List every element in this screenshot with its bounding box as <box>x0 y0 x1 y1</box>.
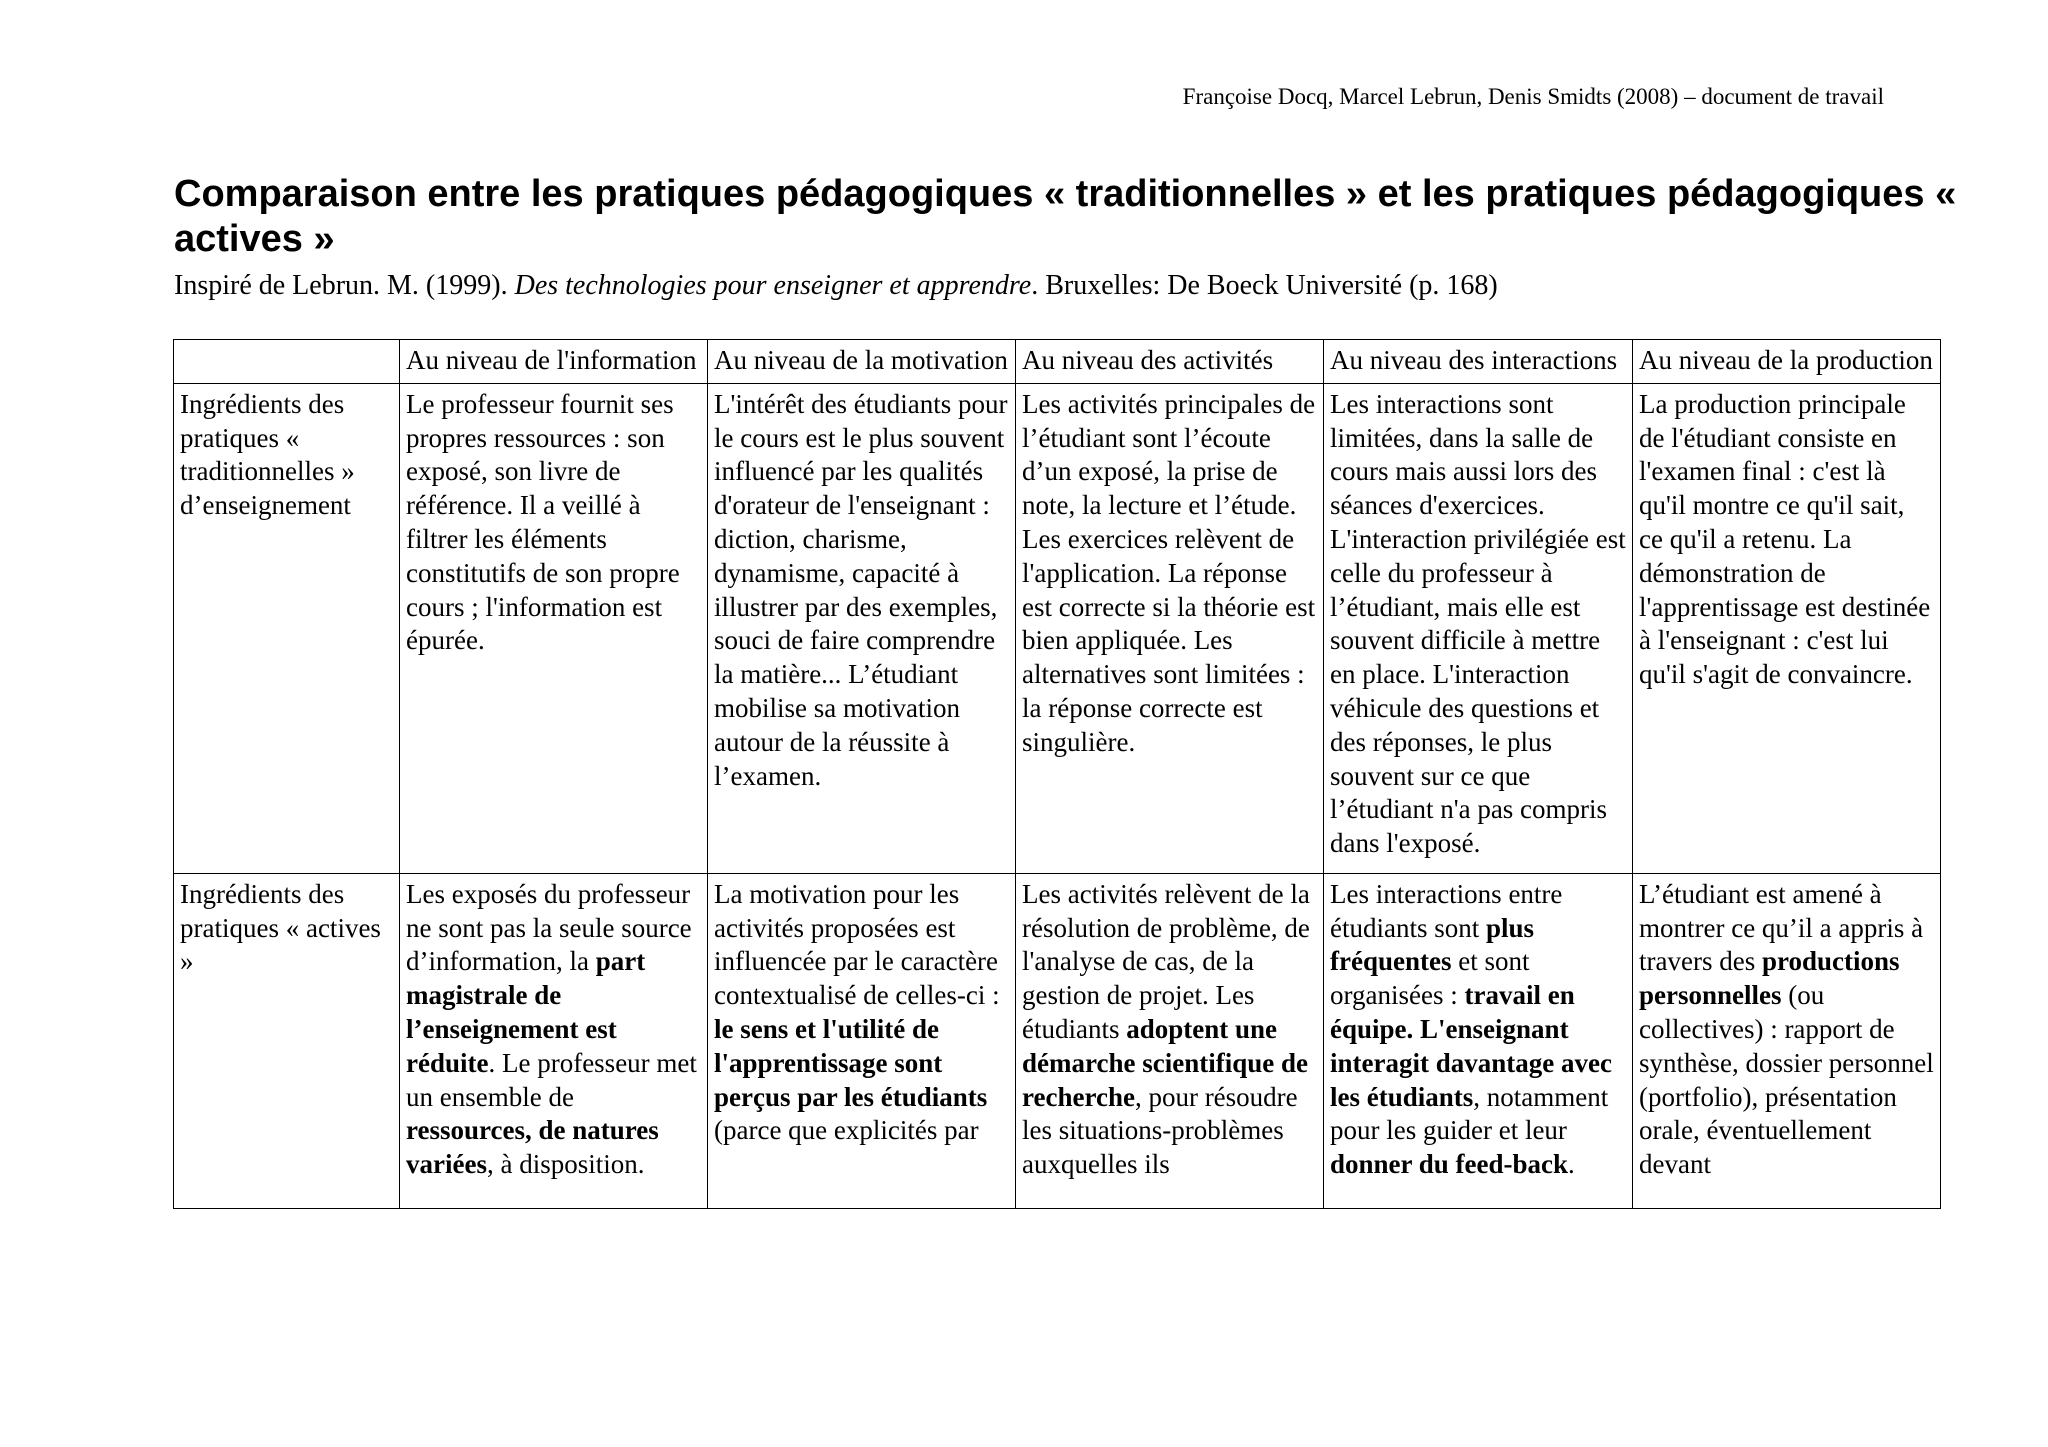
text-run: , pour résoudre les situations-problèmes auxquelles ils <box>1022 1081 1298 1180</box>
page-title: Comparaison entre les pratiques pédagogiques « traditionnelles » et les pratiques pédagogiques « actives » <box>174 173 1957 260</box>
bold-text: part magistrale de l’enseignement est réduite <box>406 946 646 1078</box>
text-run: La production principale de l'étudiant consiste en l'examen final : c'est là qu'il montre ce qu'il sait, ce qu'il a retenu. La démonstration de l'apprentissage est destinée à l'enseignant : c'est lui qu'il s'agit de convaincre. <box>1639 388 1931 690</box>
table-row-traditional <box>174 383 1941 873</box>
row-label-traditional: Ingrédients des pratiques « traditionnelles » d’enseignement <box>174 383 400 873</box>
subtitle-book-title: Des technologies pour enseigner et apprendre <box>514 270 1032 301</box>
text-run: L’étudiant est amené à montrer ce qu’il a appris à travers des <box>1639 878 1924 977</box>
header-cell-activities: Au niveau des activités <box>1016 340 1324 384</box>
document-header: Françoise Docq, Marcel Lebrun, Denis Smidts (2008) – document de travail <box>1182 84 1884 109</box>
text-run: Les exposés du professeur ne sont pas la seule source d’information, la <box>406 878 692 977</box>
text-run: . <box>1568 1149 1575 1180</box>
subtitle-prefix: Inspiré de Lebrun. M. (1999). <box>174 270 515 301</box>
text-run: (parce que explicités par <box>714 1115 979 1146</box>
text-run: et sont organisées : <box>1330 946 1530 1011</box>
text-run: La motivation pour les activités proposées est influencée par le caractère contextualisé de celles-ci : <box>714 878 1000 1011</box>
header-cell-motivation: Au niveau de la motivation <box>708 340 1016 384</box>
bold-text: plus fréquentes <box>1330 912 1535 977</box>
bold-text: le sens et l'utilité de l'apprentissage sont perçus par les étudiants <box>714 1013 988 1112</box>
text-run: Les activités principales de l’étudiant sont l’écoute d’un exposé, la prise de note, la lecture et l’étude. Les exercices relèvent de l'application. La réponse est correcte si la théorie est bien appliquée. Les alternatives sont limitées : la réponse correcte est singulière. <box>1022 388 1316 757</box>
text-run: Les interactions entre étudiants sont <box>1330 878 1563 943</box>
table-cell <box>1016 383 1324 873</box>
header-cell-interactions: Au niveau des interactions <box>1324 340 1633 384</box>
bold-text: ressources, de natures variées <box>406 1115 659 1180</box>
table-cell <box>708 873 1016 1208</box>
table-cell <box>1633 873 1941 1208</box>
text-run: Les activités relèvent de la résolution de problème, de l'analyse de cas, de la gestion de projet. Les étudiants <box>1022 878 1310 1044</box>
bold-text: productions personnelles <box>1639 946 1900 1011</box>
table-header-row <box>174 340 1941 384</box>
table-row-active <box>174 873 1941 1208</box>
header-cell-information: Au niveau de l'information <box>400 340 708 384</box>
comparison-table <box>173 339 1941 1209</box>
table-cell <box>400 873 708 1208</box>
bold-text: L'enseignant interagit davantage avec les étudiants <box>1330 1013 1612 1112</box>
text-run: . Le professeur met un ensemble de <box>406 1047 697 1112</box>
header-cell-empty <box>174 340 400 384</box>
text-run: , notamment pour les guider et leur <box>1330 1081 1609 1146</box>
text-run: , à disposition. <box>486 1149 645 1180</box>
bold-text: adoptent une démarche scientifique de recherche <box>1022 1013 1308 1112</box>
subtitle <box>174 270 1498 302</box>
text-run: Les interactions sont limitées, dans la salle de cours mais aussi lors des séances d'exercices. L'interaction privilégiée est celle du professeur à l’étudiant, mais elle est souvent difficile à mettre en place. L'interaction véhicule des questions et des réponses, le plus souvent sur ce que l’étudiant n'a pas compris dans l'exposé. <box>1330 388 1626 859</box>
text-run: Le professeur fournit ses propres ressources : son exposé, son livre de référence. Il a veillé à filtrer les éléments constitutifs de son propre cours ; l'information est épurée. <box>406 388 680 656</box>
text-run: L'intérêt des étudiants pour le cours est le plus souvent influencé par les qualités d'orateur de l'enseignant : diction, charisme, dynamisme, capacité à illustrer par des exemples, souci de faire comprendre la matière... L’étudiant mobilise sa motivation autour de la réussite à l’examen. <box>714 388 1008 791</box>
header-cell-production: Au niveau de la production <box>1633 340 1941 384</box>
table-cell <box>1324 383 1633 873</box>
table-cell <box>708 383 1016 873</box>
table-cell <box>1016 873 1324 1208</box>
subtitle-suffix: . Bruxelles: De Boeck Université (p. 168) <box>1031 270 1498 301</box>
row-label-active: Ingrédients des pratiques « actives » <box>174 873 400 1208</box>
bold-text: donner du feed-back <box>1330 1149 1569 1180</box>
table-cell <box>1633 383 1941 873</box>
text-run: (ou collectives) : rapport de synthèse, dossier personnel (portfolio), présentation orale, éventuellement devant <box>1639 980 1934 1180</box>
bold-text: travail en équipe. <box>1330 980 1575 1044</box>
table-cell <box>1324 873 1633 1208</box>
table-cell <box>400 383 708 873</box>
